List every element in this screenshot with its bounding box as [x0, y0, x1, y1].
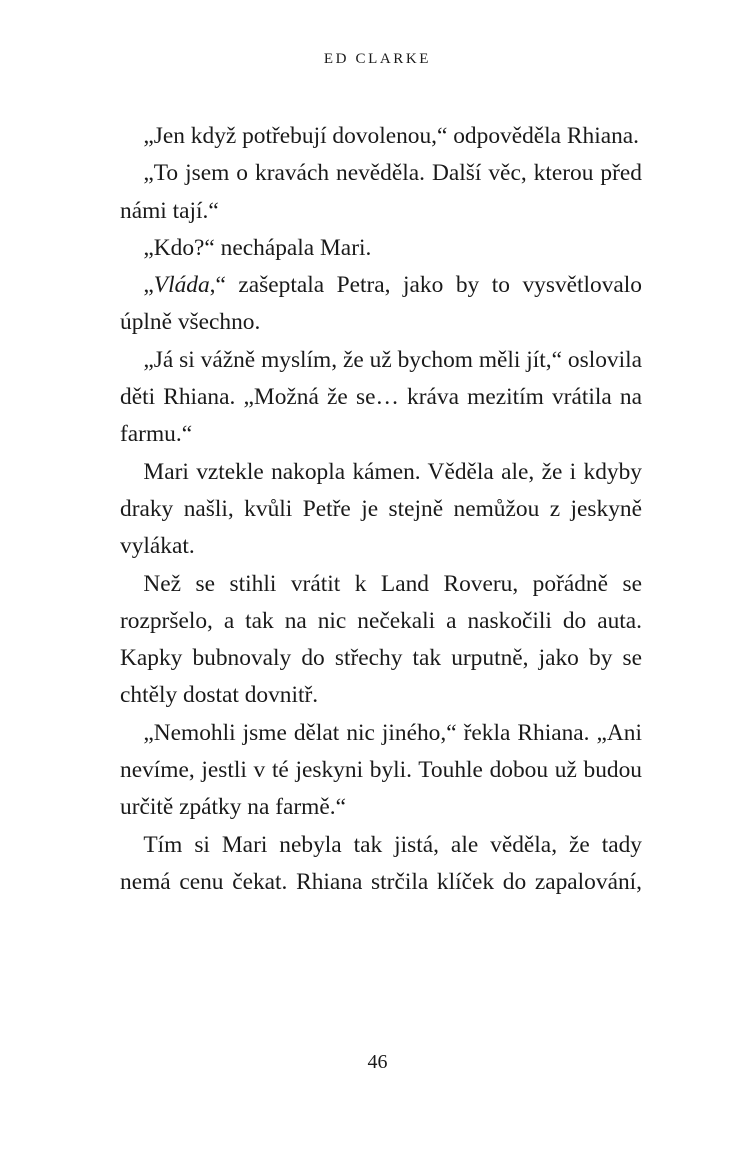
italic-word: Vláda — [153, 272, 210, 299]
paragraph: „Jen když potřebují dovolenou,“ odpověděla Rhiana. — [143, 123, 640, 149]
paragraph: Než se stihli vrátit k Land Roveru, pořádně se rozpršelo, a tak na nic nečekali a naskočili do auta. Kapky bubnovaly do střechy tak urputně, jako by se chtěly dostat dovnitř. — [120, 570, 642, 709]
paragraph-rest: ,“ zašeptala Petra, jako by to vysvětlovalo úplně všechno. — [120, 272, 642, 336]
page-number: 46 — [367, 1051, 388, 1073]
paragraph: „Já si vážně myslím, že už bychom měli jít,“ oslovila děti Rhiana. „Možná že se… kráva mezitím vrátila na farmu.“ — [120, 346, 642, 448]
paragraph: Tím si Mari nebyla tak jistá, ale věděla, že tady nemá cenu čekat. Rhiana strčila klíček do zapalování, — [120, 831, 642, 895]
body-text — [120, 118, 642, 901]
paragraph — [120, 267, 642, 342]
running-head-author: ED CLARKE — [323, 51, 432, 67]
paragraph: „Nemohli jsme dělat nic jiného,“ řekla Rhiana. „Ani nevíme, jestli v té jeskyni byli. Touhle dobou už budou určitě zpátky na farmě.“ — [120, 719, 642, 821]
opening-quote: „ — [143, 272, 154, 299]
paragraph: „Kdo?“ nechápala Mari. — [143, 234, 372, 261]
paragraph: „To jsem o kravách nevěděla. Další věc, kterou před námi tají.“ — [120, 160, 642, 224]
paragraph: Mari vztekle nakopla kámen. Věděla ale, že i kdyby draky našli, kvůli Petře je stejně nemůžou z jeskyně vylákat. — [120, 458, 642, 560]
